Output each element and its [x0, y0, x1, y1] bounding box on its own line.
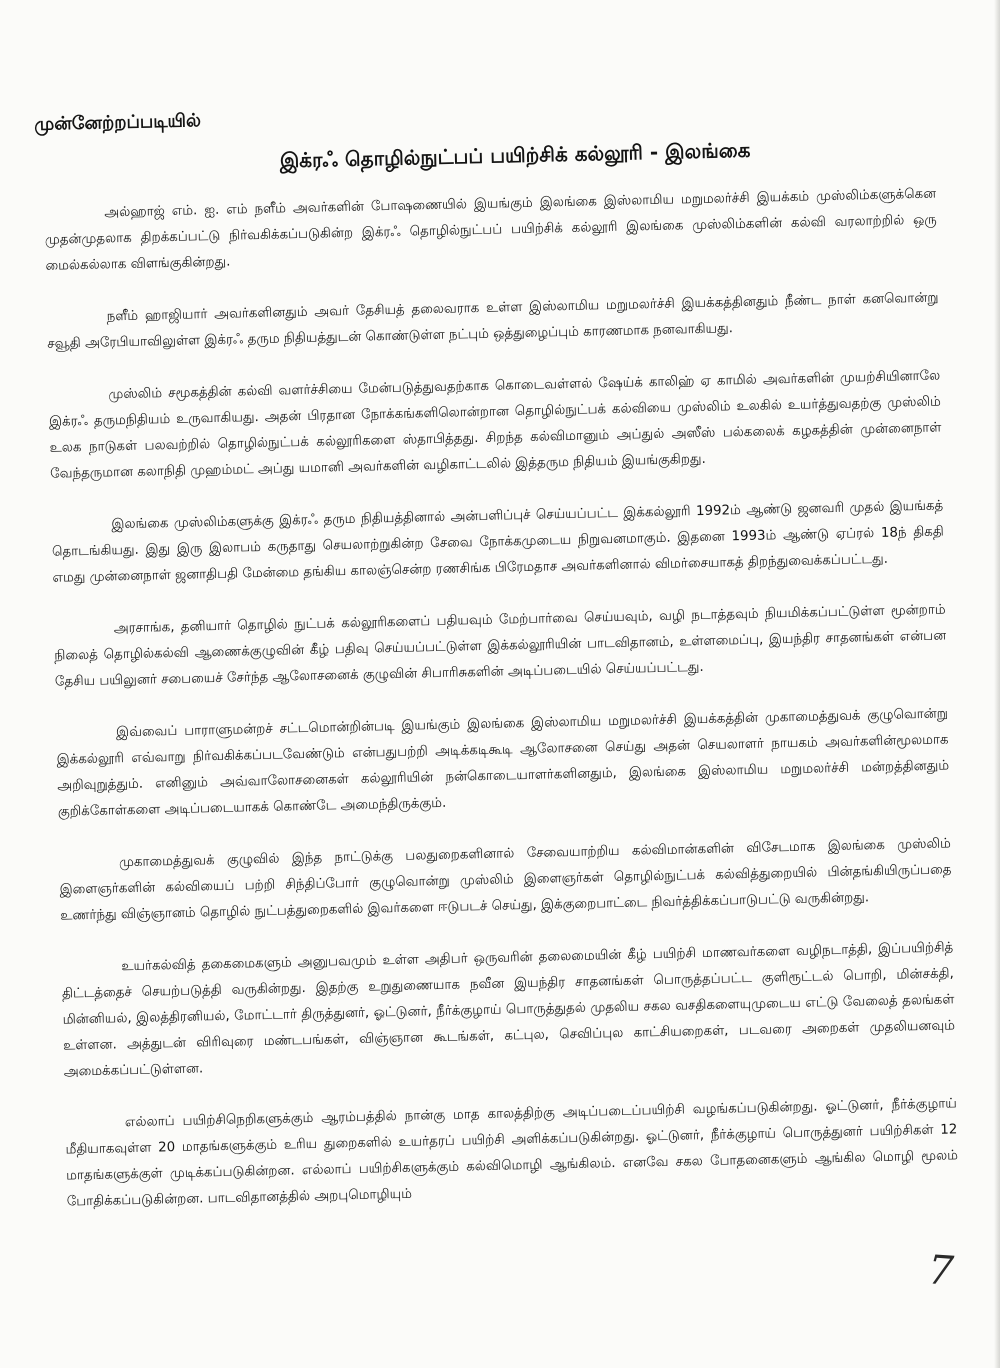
paragraph-facilities: உயர்கல்வித் தகைமைகளும் அனுபவமும் உள்ள அதிபர் ஒருவரின் தலைமையின் கீழ் பயிற்சி மாணவர்களை வழிநடாத்தி, இப்பயிற்சித் திட்டத்தைச் செயற்படுத்தி வருகின்றது. இதற்கு உறுதுணையாக நவீன இயந்திர சாதனங்கள் பொருத்தப்பட்ட குளிரூட்டல் பொறி, மின்சக்தி, மின்னியல், இலத்திரனியல், மோட்டார் திருத்துனர், ஓட்டுனர், நீர்க்குழாய் பொருத்துதல் முதலிய சகல வசதிகளையுமுடைய எட்டு வேலைத் தலங்கள் உள்ளன. அத்துடன் விரிவுரை மண்டபங்கள், விஞ்ஞான கூடங்கள், கட்புல, செவிப்புல காட்சியறைகள், படவரை அறைகள் முதலியனவும் அமைக்கப்பட்டுள்ளன. [61, 940, 956, 1080]
paragraph-committee: முகாமைத்துவக் குழுவில் இந்த நாட்டுக்கு பலதுறைகளினால் சேவையாற்றிய கல்விமான்களின் விசேடமாக இலங்கை முஸ்லிம் இளைஞர்களின் கல்வியைப் பற்றி சிந்திப்போர் குழுவொன்று முஸ்லிம் இளைஞர்கள் தொழில்நுட்பக் கல்வித்துறையில் பின்தங்கியிருப்பதை உணர்ந்து விஞ்ஞானம் தொழில் நுட்பத்துறைகளில் இவர்களை ஈடுபடச் செய்து, இக்குறைபாட்டை நிவர்த்திக்கப்பாடுபட்டு வருகின்றது. [59, 836, 952, 924]
document-body [34, 92, 959, 1216]
paragraph-intro: அல்ஹாஜ் எம். ஐ. எம் நளீம் அவர்களின் போஷணையில் இயங்கும் இலங்கை இஸ்லாமிய மறுமலர்ச்சி இயக்கம் முஸ்லிம்களுக்கென முதன்முதலாக திறக்கப்பட்டு நிர்வகிக்கப்படுகின்ற இக்ரஃ தொழில்நுட்பப் பயிற்சிக் கல்லூரி இலங்கை முஸ்லிம்களின் கல்வி வரலாற்றில் ஒரு மைல்கல்லாக விளங்குகின்றது. [44, 186, 937, 274]
paragraph-vision: நளீம் ஹாஜியார் அவர்களினதும் அவர் தேசியத் தலைவராக உள்ள இஸ்லாமிய மறுமலர்ச்சி இயக்கத்தினதும் நீண்ட நாள் கனவொன்று சவூதி அரேபியாவிலுள்ள இக்ரஃ தரும நிதியத்துடன் கொண்டுள்ள நட்பும் ஒத்துழைப்பும் காரணமாக நனவாகியது. [47, 290, 939, 352]
paragraph-training: எல்லாப் பயிற்சிநெறிகளுக்கும் ஆரம்பத்தில் நான்கு மாத காலத்திற்கு அடிப்படைப்பயிற்சி வழங்கப்படுகின்றது. ஓட்டுனர், நீர்க்குழாய் மீதியாகவுள்ள 20 மாதங்களுக்கும் உரிய துறைகளில் உயர்தரப் பயிற்சி அளிக்கப்படுகின்றது. ஓட்டுனர், நீர்க்குழாய் பொருத்துனர் பயிற்சிகள் 12 மாதங்களுக்குள் முடிக்கப்படுகின்றன. எல்லாப் பயிற்சிகளுக்கும் கல்விமொழி ஆங்கிலம். எனவே சகல போதனைகளும் ஆங்கில மொழி மூலம் போதிக்கப்படுகின்றன. பாடவிதானத்தில் அறபுமொழியும் [65, 1096, 959, 1210]
section-heading: முன்னேற்றப்படியில் [34, 110, 202, 135]
paragraph-management: இவ்வைப் பாராளுமன்றச் சட்டமொன்றின்படி இயங்கும் இலங்கை இஸ்லாமிய மறுமலர்ச்சி இயக்கத்தின் முகாமைத்துவக் குழுவொன்று இக்கல்லூரி எவ்வாறு நிர்வகிக்கப்படவேண்டும் என்பதுபற்றி அடிக்கடிகூடி ஆலோசனை செய்து அதன் செயலாளர் நாயகம் அவர்களின்மூலமாக அறிவுறுத்தும். எனினும் அவ்வாலோசனைகள் கல்லூரியின் நன்கொடையாளர்களினதும், இலங்கை இஸ்லாமிய மறுமலர்ச்சி மன்றத்தினதும் குறிக்கோள்களை அடிப்படையாகக் கொண்டே அமைந்திருக்கும். [56, 706, 950, 820]
document-title: இக்ரஃ தொழில்நுட்பப் பயிற்சிக் கல்லூரி - இலங்கை [279, 137, 751, 173]
handwritten-page-number: 7 [926, 1247, 956, 1295]
scan-edge-shadow [994, 0, 1000, 1368]
paragraph-curriculum: அரசாங்க, தனியார் தொழில் நுட்பக் கல்லூரிகளைப் பதியவும் மேற்பார்வை செய்யவும், வழி நடாத்தவும் நியமிக்கப்பட்டுள்ள மூன்றாம் நிலைத் தொழில்கல்வி ஆணைக்குழுவின் கீழ் பதிவு செய்யப்பட்டுள்ள இக்கல்லூரியின் பாடவிதானம், உள்ளமைப்பு, இயந்திர சாதனங்கள் என்பன தேசிய பயிலுனர் சபையைச் சேர்ந்த ஆலோசனைக் குழுவின் சிபாரிசுகளின் அடிப்படையில் செய்யப்பட்டது. [54, 602, 947, 690]
paragraph-opening: இலங்கை முஸ்லிம்களுக்கு இக்ரஃ தரும நிதியத்தினால் அன்பளிப்புச் செய்யப்பட்ட இக்கல்லூரி 1992ம் ஆண்டு ஜனவரி முதல் இயங்கத் தொடங்கியது. இது இரு இலாபம் கருதாது செயலாற்றுகின்ற சேவை நோக்கமுடைய நிறுவனமாகும். இதனை 1993ம் ஆண்டு ஏப்ரல் 18ந் திகதி எமது முன்னைநாள் ஜனாதிபதி மேன்மை தங்கிய காலஞ்சென்ற ரணசிங்க பிரேமதாச அவர்களினால் விமர்சையாகத் திறந்துவைக்கப்பட்டது. [51, 498, 944, 586]
paragraph-foundation: முஸ்லிம் சமூகத்தின் கல்வி வளர்ச்சியை மேன்படுத்துவதற்காக கொடைவள்ளல் ஷேய்க் காலிஹ் ஏ காமில் அவர்களின் முயற்சியினாலே இக்ரஃ தருமநிதியம் உருவாகியது. அதன் பிரதான நோக்கங்களிலொன்றான தொழில்நுட்பக் கல்வியை முஸ்லிம் உலகில் உயர்த்துவதற்கு முஸ்லிம் உலக நாடுகள் பலவற்றில் தொழில்நுட்பக் கல்லூரிகளை ஸ்தாபித்தது. சிறந்த கல்விமானும் அப்துல் அஸீஸ் பல்கலைக் கழகத்தின் முன்னைநாள் வேந்தருமான கலாநிதி முஹம்மட் அப்து யமானி அவர்களின் வழிகாட்டலில் இத்தரும நிதியம் இயங்குகிறது. [48, 368, 942, 482]
